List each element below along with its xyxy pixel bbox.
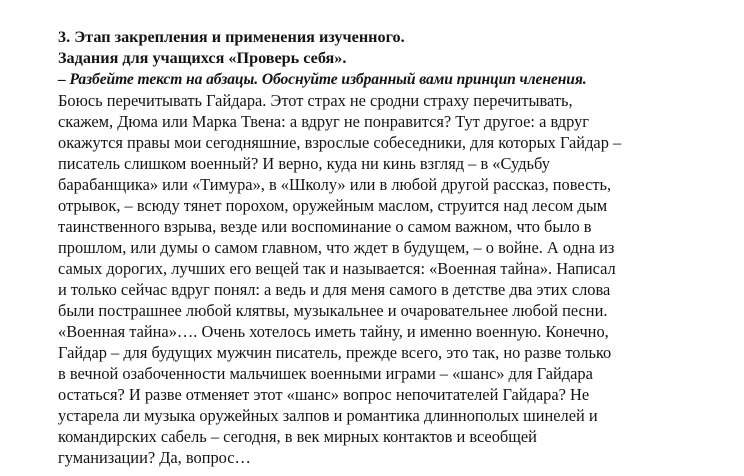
- text-line: таинственного взрыва, везде или воспоминание о самом важном, что было в: [58, 217, 592, 236]
- text-line: Боюсь перечитывать Гайдара. Этот страх не сродни страху перечитывать,: [58, 91, 573, 110]
- text-line: окажутся правы мои сегодняшние, взрослые собеседники, для которых Гайдар –: [58, 133, 622, 152]
- text-line: «Военная тайна»…. Очень хотелось иметь тайну, и именно военную. Конечно,: [58, 322, 609, 341]
- text-line: отрывок, – всюду тянет порохом, оружейным маслом, струится над лесом дым: [58, 196, 608, 215]
- document-content: [58, 27, 734, 468]
- text-line: Гайдар – для будущих мужчин писатель, прежде всего, это так, но разве только: [58, 343, 612, 362]
- text-line: прошлом, или думы о самом главном, что ждет в будущем, – о войне. А одна из: [58, 238, 615, 257]
- text-line: барабанщика» или «Тимура», в «Школу» или в любой другой рассказ, повесть,: [58, 175, 612, 194]
- text-line: командирских сабель – сегодня, в век мирных контактов и всеобщей: [58, 427, 537, 446]
- text-line: устарела ли музыка оружейных залпов и романтика длиннополых шинелей и: [58, 406, 598, 425]
- text-passage: [58, 90, 734, 468]
- text-line: остаться? И разве отменяет этот «шанс» вопрос непочитателей Гайдара? Не: [58, 385, 590, 404]
- text-line: гуманизации? Да, вопрос…: [58, 448, 251, 467]
- text-line: писатель слишком военный? И верно, куда ни кинь взгляд – в «Судьбу: [58, 154, 550, 173]
- text-line: в вечной озабоченности мальчишек военными играми – «шанс» для Гайдара: [58, 364, 593, 383]
- text-line: были пострашнее любой клятвы, музыкальнее и очаровательнее любой песни.: [58, 301, 608, 320]
- text-line: и только сейчас вдруг понял: а ведь и для меня самого в детстве два этих слова: [58, 280, 611, 299]
- text-line: самых дорогих, лучших его вещей так и называется: «Военная тайна». Написал: [58, 259, 616, 278]
- section-subheading: Задания для учащихся «Проверь себя».: [58, 49, 347, 67]
- section-heading: 3. Этап закрепления и применения изученного.: [58, 28, 405, 46]
- text-line: скажем, Дюма или Марка Твена: а вдруг не понравится? Тут другое: а вдруг: [58, 112, 590, 131]
- task-instruction: – Разбейте текст на абзацы. Обоснуйте избранный вами принцип членения.: [58, 71, 587, 88]
